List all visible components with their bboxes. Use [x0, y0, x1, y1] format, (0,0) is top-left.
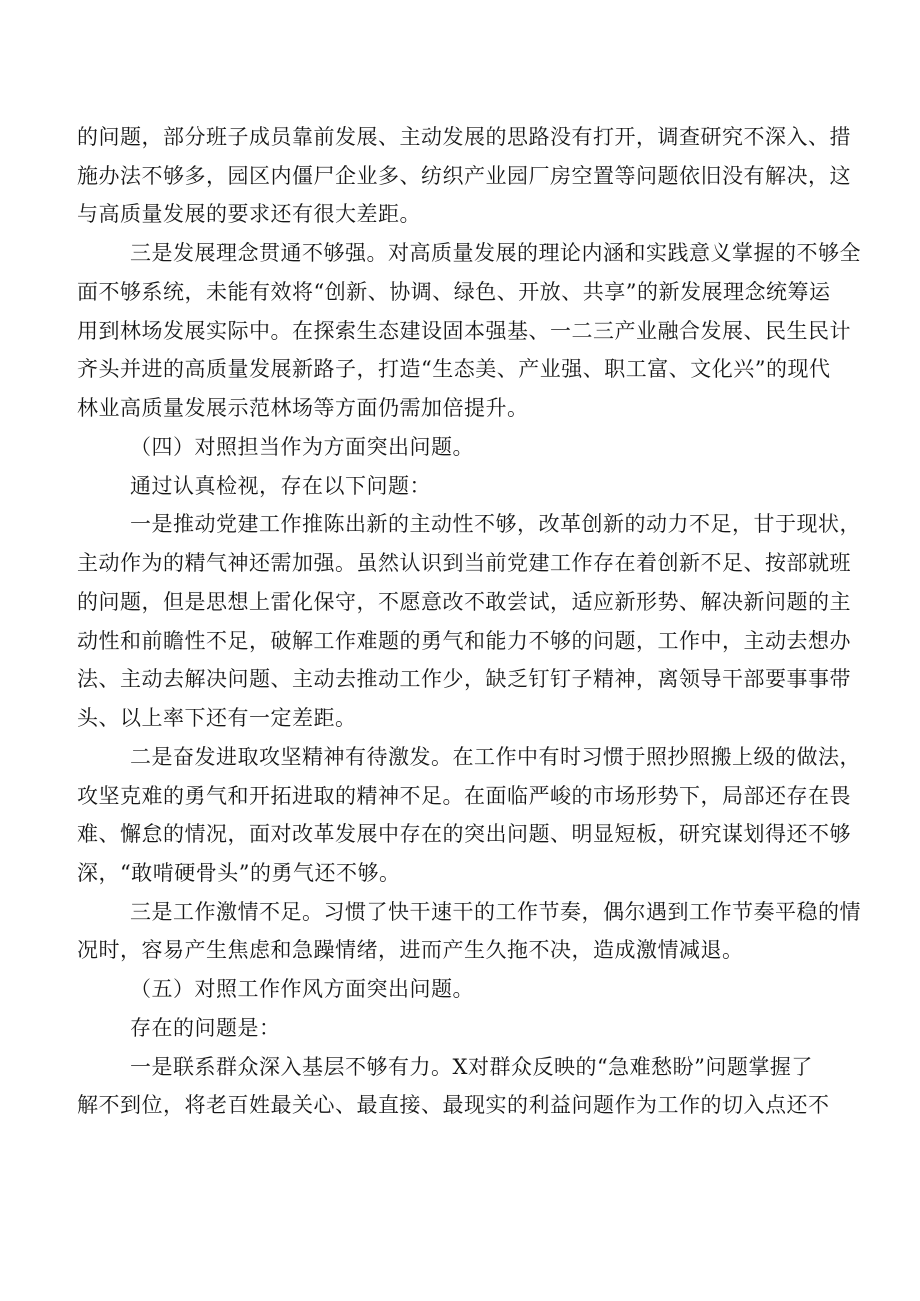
- paragraph-line: 深，“敢啃硬骨头”的勇气还不够。: [77, 861, 401, 885]
- paragraph-line: 一是推动党建工作推陈出新的主动性不够，改革创新的动力不足，甘于现状，: [130, 512, 861, 536]
- paragraph-line: 的问题，部分班子成员靠前发展、主动发展的思路没有打开，调查研究不深入、措: [77, 125, 851, 149]
- paragraph-line: 三是发展理念贯通不够强。对高质量发展的理论内涵和实践意义掌握的不够全: [130, 241, 861, 265]
- paragraph-line: 头、以上率下还有一定差距。: [77, 706, 357, 730]
- paragraph-line: 况时，容易产生焦虑和急躁情绪，进而产生久拖不决，造成激情减退。: [77, 938, 744, 962]
- paragraph-line: 用到林场发展实际中。在探索生态建设固本强基、一二三产业融合发展、民生民计: [77, 319, 851, 343]
- paragraph-line: 法、主动去解决问题、主动去推动工作少，缺乏钉钉子精神，离领导干部要事事带: [77, 667, 851, 691]
- paragraph-line: 二是奋发进取攻坚精神有待激发。在工作中有时习惯于照抄照搬上级的做法，: [130, 745, 861, 769]
- paragraph-line: 难、懈怠的情况，面对改革发展中存在的突出问题、明显短板，研究谋划得还不够: [77, 822, 851, 846]
- paragraph-line: 通过认真检视，存在以下问题：: [130, 474, 431, 498]
- paragraph-line: 解不到位，将老百姓最关心、最直接、最现实的利益问题作为工作的切入点还不: [77, 1093, 830, 1117]
- paragraph-line: 齐头并进的高质量发展新路子，打造“生态美、产业强、职工富、文化兴”的现代: [77, 357, 831, 381]
- section-heading: （四）对照担当作为方面突出问题。: [130, 435, 474, 459]
- paragraph-line: 动性和前瞻性不足，破解工作难题的勇气和能力不够的问题，工作中，主动去想办: [77, 629, 851, 653]
- paragraph-line: 的问题，但是思想上雷化保守，不愿意改不敢尝试，适应新形势、解决新问题的主: [77, 590, 851, 614]
- paragraph-line: 主动作为的精气神还需加强。虽然认识到当前党建工作存在着创新不足、按部就班: [77, 551, 851, 575]
- paragraph-line: 一是联系群众深入基层不够有力。X对群众反映的“急难愁盼”问题掌握了: [130, 1055, 813, 1079]
- paragraph-line: 三是工作激情不足。习惯了快干速干的工作节奏，偶尔遇到工作节奏平稳的情: [130, 900, 861, 924]
- paragraph-line: 攻坚克难的勇气和开拓进取的精神不足。在面临严峻的市场形势下，局部还存在畏: [77, 784, 851, 808]
- paragraph-line: 林业高质量发展示范林场等方面仍需加倍提升。: [77, 396, 529, 420]
- paragraph-line: 与高质量发展的要求还有很大差距。: [77, 202, 421, 226]
- section-heading: （五）对照工作作风方面突出问题。: [130, 977, 474, 1001]
- paragraph-line: 施办法不够多，园区内僵尸企业多、纺织产业园厂房空置等问题依旧没有解决，这: [77, 164, 851, 188]
- paragraph-line: 面不够系统，未能有效将“创新、协调、绿色、开放、共享”的新发展理念统筹运: [77, 280, 831, 304]
- paragraph-line: 存在的问题是：: [130, 1016, 281, 1040]
